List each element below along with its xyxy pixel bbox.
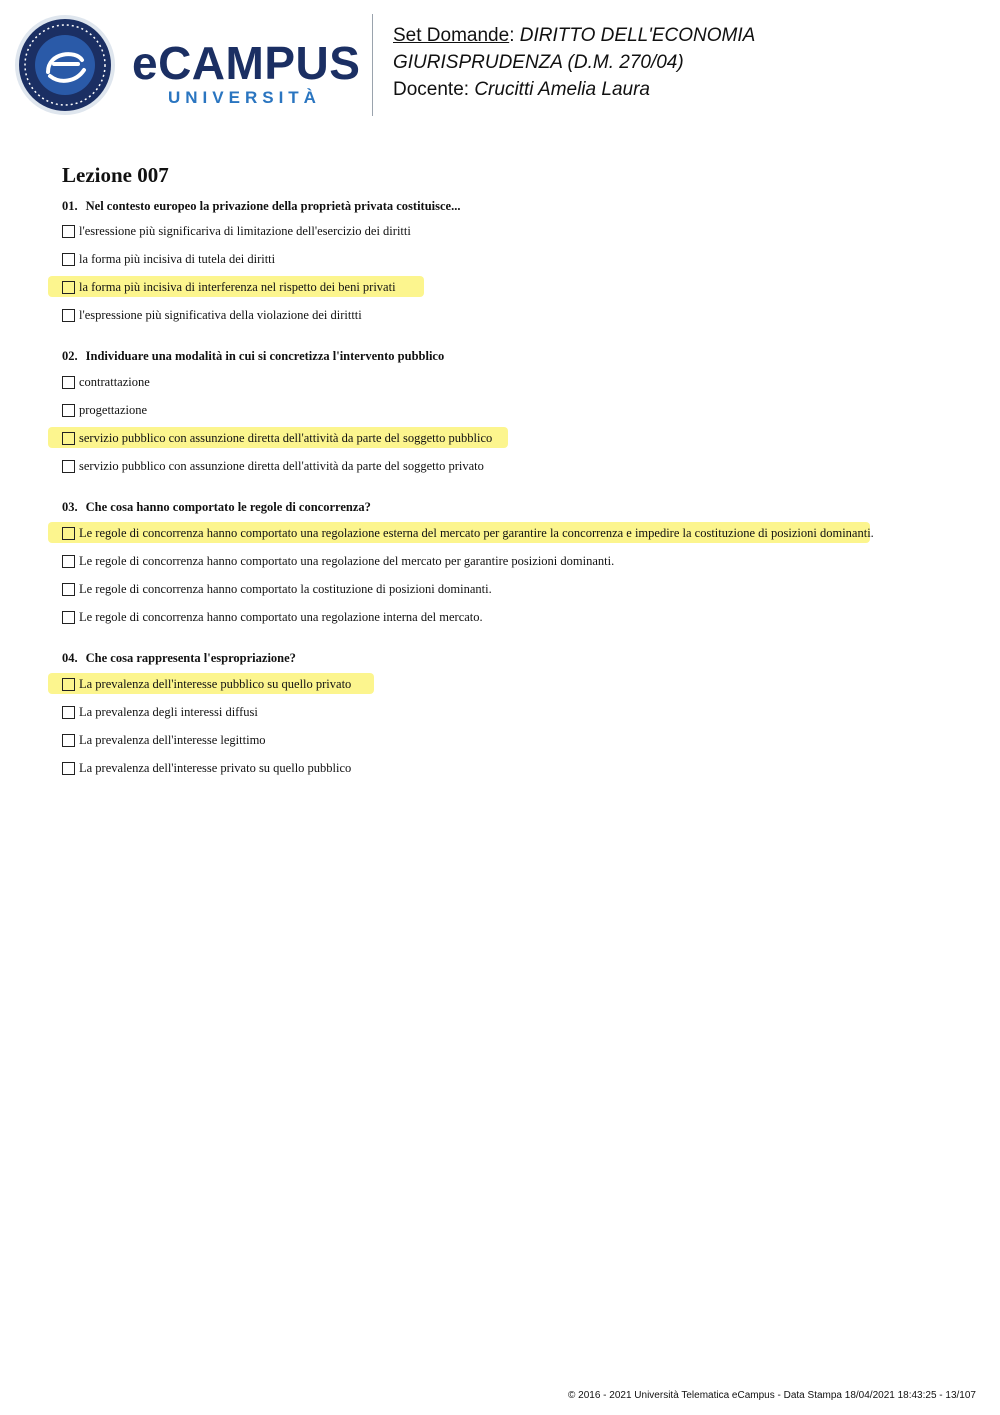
answer-option[interactable] [62, 603, 962, 631]
question-prompt: Nel contesto europeo la privazione della proprietà privata costituisce... [85, 199, 461, 213]
answer-checkbox[interactable] [62, 309, 75, 322]
question-text [62, 649, 962, 667]
question-number: 01. [62, 199, 78, 213]
answer-checkbox[interactable] [62, 706, 75, 719]
answer-checkbox[interactable] [62, 432, 75, 445]
answer-text: Le regole di concorrenza hanno comportato una regolazione esterna del mercato per garantire la concorrenza e impedire la costituzione di posizioni dominanti. [79, 526, 874, 540]
question-number: 02. [62, 349, 78, 363]
question-04 [62, 649, 962, 782]
answer-option[interactable] [62, 575, 962, 603]
question-text [62, 197, 962, 215]
answer-checkbox[interactable] [62, 225, 75, 238]
logo-subtitle-text: UNIVERSITÀ [168, 88, 321, 107]
answer-text: Le regole di concorrenza hanno comportato la costituzione di posizioni dominanti. [79, 582, 492, 596]
answer-checkbox[interactable] [62, 583, 75, 596]
answer-text: la forma più incisiva di interferenza nel rispetto dei beni privati [79, 280, 396, 294]
docente-name: Crucitti Amelia Laura [474, 79, 650, 100]
answer-text: servizio pubblico con assunzione diretta dell'attività da parte del soggetto pubblico [79, 431, 493, 445]
question-prompt: Individuare una modalità in cui si concretizza l'intervento pubblico [85, 349, 445, 363]
answer-text: l'espressione più significativa della violazione dei dirittti [79, 308, 362, 322]
answer-text: Le regole di concorrenza hanno comportato una regolazione interna del mercato. [79, 610, 483, 624]
page-header [0, 0, 1000, 130]
answer-option-highlighted[interactable] [62, 424, 962, 452]
answer-option[interactable] [62, 452, 962, 480]
question-02 [62, 347, 962, 480]
answer-option[interactable] [62, 698, 962, 726]
set-domande-label: Set Domande [393, 25, 510, 46]
answer-text: progettazione [79, 403, 148, 417]
answer-option[interactable] [62, 396, 962, 424]
lesson-title: Lezione 007 [62, 163, 169, 187]
answer-checkbox[interactable] [62, 555, 75, 568]
answer-option[interactable] [62, 368, 962, 396]
answer-checkbox[interactable] [62, 460, 75, 473]
question-number: 03. [62, 500, 78, 514]
question-03 [62, 498, 962, 631]
course-name: DIRITTO DELL'ECONOMIA [519, 25, 756, 46]
docente-label: Docente: [393, 79, 470, 100]
answer-text: la forma più incisiva di tutela dei diritti [79, 252, 276, 266]
answer-option-highlighted[interactable] [62, 670, 962, 698]
answer-option-highlighted[interactable] [62, 273, 962, 301]
question-01 [62, 197, 962, 329]
docente-line [393, 76, 755, 103]
course-line-1: Set Domande: DIRITTO DELL'ECONOMIA [393, 25, 756, 46]
logo-wordmark-text: eCAMPUS [132, 37, 361, 89]
answer-text: servizio pubblico con assunzione diretta dell'attività da parte del soggetto privato [79, 459, 484, 473]
answer-option[interactable] [62, 754, 962, 782]
question-text [62, 498, 962, 516]
answer-checkbox[interactable] [62, 762, 75, 775]
ecampus-logo-icon [14, 14, 116, 116]
answer-option[interactable] [62, 217, 962, 245]
answer-option[interactable] [62, 245, 962, 273]
page-footer: © 2016 - 2021 Università Telematica eCampus - Data Stampa 18/04/2021 18:43:25 - 13/107 [568, 1390, 976, 1401]
header-divider [372, 14, 373, 116]
answer-checkbox[interactable] [62, 253, 75, 266]
answer-checkbox[interactable] [62, 678, 75, 691]
ecampus-logo-wordmark [132, 37, 361, 108]
answer-text: La prevalenza dell'interesse legittimo [79, 733, 266, 747]
answer-text: La prevalenza dell'interesse privato su quello pubblico [79, 761, 352, 775]
course-info [393, 22, 755, 103]
question-prompt: Che cosa rappresenta l'espropriazione? [85, 651, 296, 665]
answer-text: contrattazione [79, 375, 150, 389]
answer-checkbox[interactable] [62, 404, 75, 417]
question-number: 04. [62, 651, 78, 665]
answer-text: l'esressione più significariva di limitazione dell'esercizio dei diritti [79, 224, 411, 238]
answer-checkbox[interactable] [62, 376, 75, 389]
question-text [62, 347, 962, 365]
question-prompt: Che cosa hanno comportato le regole di concorrenza? [85, 500, 371, 514]
answer-text: La prevalenza degli interessi diffusi [79, 705, 258, 719]
answer-option[interactable] [62, 726, 962, 754]
answer-checkbox[interactable] [62, 281, 75, 294]
answer-option[interactable] [62, 301, 962, 329]
course-line-2: GIURISPRUDENZA (D.M. 270/04) [393, 52, 684, 73]
answer-checkbox[interactable] [62, 527, 75, 540]
answer-checkbox[interactable] [62, 734, 75, 747]
answer-option-highlighted[interactable] [62, 519, 962, 547]
answer-text: La prevalenza dell'interesse pubblico su quello privato [79, 677, 352, 691]
answer-option[interactable] [62, 547, 962, 575]
answer-checkbox[interactable] [62, 611, 75, 624]
answer-text: Le regole di concorrenza hanno comportato una regolazione del mercato per garantire posizioni dominanti. [79, 554, 615, 568]
